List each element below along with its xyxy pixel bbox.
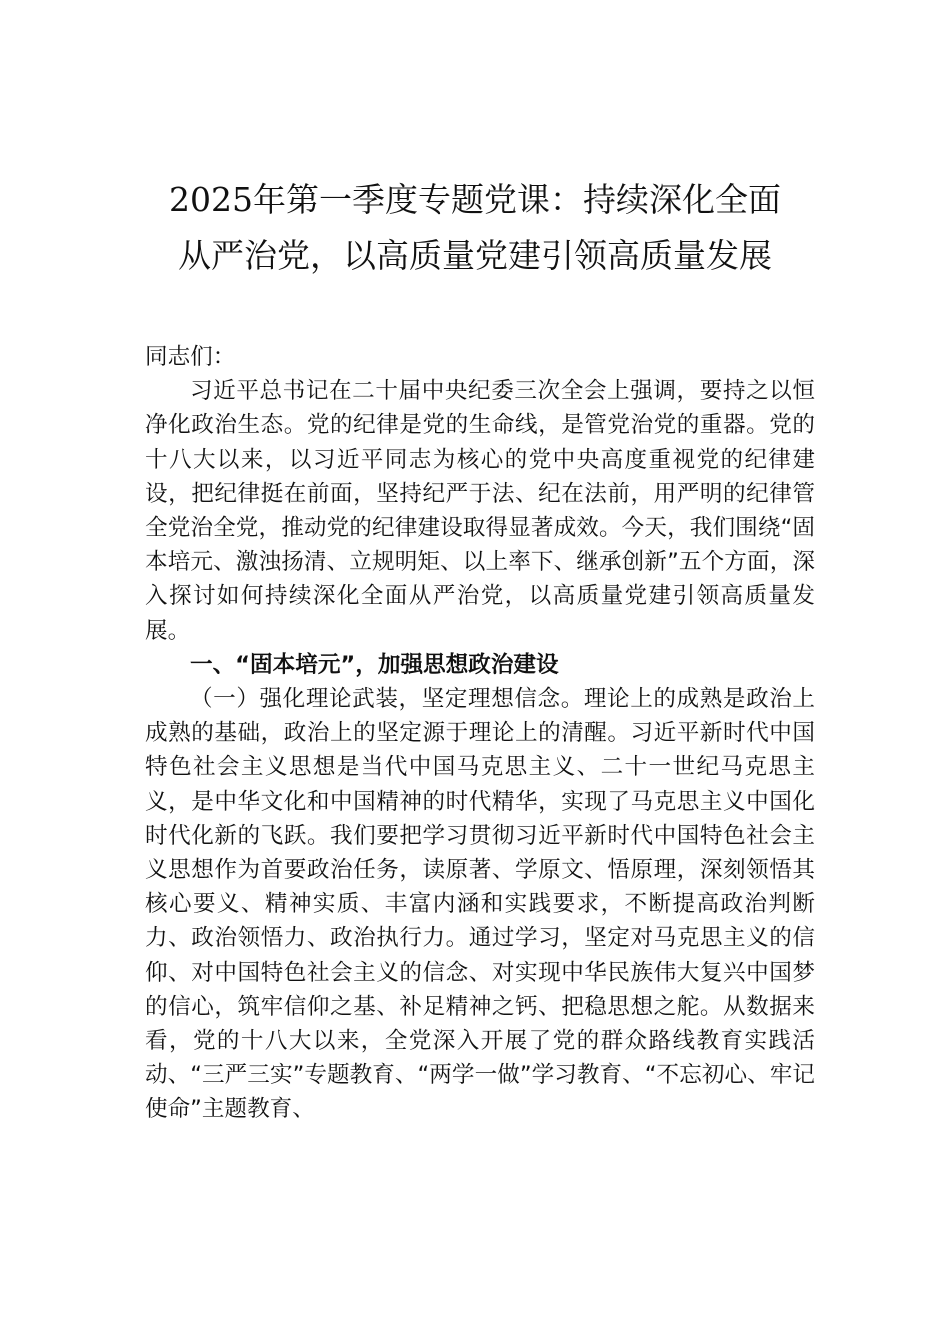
section-1-paragraph-1: （一）强化理论武装，坚定理想信念。理论上的成熟是政治上成熟的基础，政治上的坚定源于理论上的清醒。习近平新时代中国特色社会主义思想是当代中国马克思主义、二十一世纪马克思主义，是中华文化和中国精神的时代精华，实现了马克思主义中国化时代化新的飞跃。我们要把学习贯彻习近平新时代中国特色社会主义思想作为首要政治任务，读原著、学原文、悟原理，深刻领悟其核心要义、精神实质、丰富内涵和实践要求，不断提高政治判断力、政治领悟力、政治执行力。通过学习，坚定对马克思主义的信仰、对中国特色社会主义的信念、对实现中华民族伟大复兴中国梦的信心，筑牢信仰之基、补足精神之钙、把稳思想之舵。从数据来看，党的十八大以来，全党深入开展了党的群众路线教育实践活动、“三严三实”专题教育、“两学一做”学习教育、“不忘初心、牢记使命”主题教育、 [145,686,815,1123]
section-1-heading: 一、“固本培元”，加强思想政治建设 [190,651,559,678]
salutation: 同志们： [145,344,236,370]
document-title [140,172,810,284]
document-body [145,340,815,1127]
intro-paragraph: 习近平总书记在二十届中央纪委三次全会上强调，要持之以恒净化政治生态。党的纪律是党的生命线，是管党治党的重器。党的十八大以来，以习近平同志为核心的党中央高度重视党的纪律建设，把纪律挺在前面，坚持纪严于法、纪在法前，用严明的纪律管全党治全党，推动党的纪律建设取得显著成效。今天，我们围绕“固本培元、激浊扬清、立规明矩、以上率下、继承创新”五个方面，深入探讨如何持续深化全面从严治党，以高质量党建引领高质量发展。 [145,378,815,644]
title-line-2: 从严治党，以高质量党建引领高质量发展 [178,236,772,275]
title-line-1: 2025年第一季度专题党课：持续深化全面 [169,180,781,219]
